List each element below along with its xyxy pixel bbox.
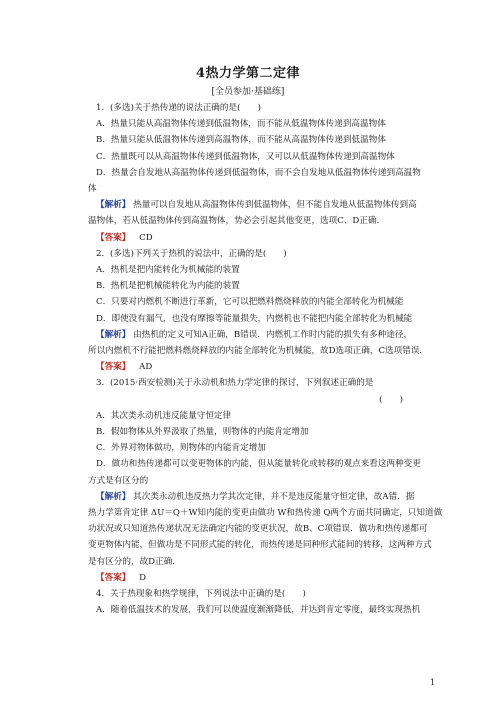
answer-value: D (139, 572, 147, 583)
explanation-text: 其次类永动机违反热力学其次定律，并不是违反能量守恒定律，故A错．据 (133, 491, 415, 502)
q3-answer-paren: ( ) (379, 394, 403, 405)
explanation-tag: 【解析】 (96, 491, 131, 502)
q3-answer (88, 570, 423, 586)
section-subtitle: [全员参加·基础练] (211, 87, 285, 97)
q2-option-d: D．即使没有漏气，也没有摩擦等能量损失，内燃机也不能把内能全部转化为机械能 (96, 313, 413, 324)
q1-explanation-cont: 温物体，若从低温物体传到高温物体，势必会引起其他变更，选项C、D正确. (88, 216, 380, 227)
q1-explanation (88, 197, 423, 213)
q1-option-d: D．热量会自发地从高温物体传递到低温物体，而不会自发地从低温物体传递到高温物 (96, 167, 421, 178)
q4-stem: 4．关于热现象和热学规律，下列说法中正确的是( ) (96, 589, 306, 600)
answer-tag: 【答案】 (96, 232, 131, 243)
page-number: 1 (430, 678, 436, 687)
q1-option-c: C．热量既可以从高温物体传递到低温物体，又可以从低温物体传递到高温物体 (96, 151, 395, 162)
q2-explanation (88, 327, 423, 343)
q2-option-b: B．热机是把机械能转化为内能的装置 (96, 281, 240, 292)
q3-option-a: A．其次类永动机违反能量守恒定律 (96, 410, 232, 421)
q2-explanation-cont: 所以内燃机不行能把燃料燃烧释放的内能全部转化为机械能，故D选项正确，C选项错误． (88, 346, 429, 357)
page-title: 4热力学第二定律 (195, 66, 301, 81)
answer-value: AD (139, 362, 153, 373)
q2-answer (88, 359, 423, 375)
explanation-tag: 【解析】 (96, 329, 131, 340)
q4-option-a: A．随着低温技术的发展，我们可以使温度渐渐降低，并达到肯定零度，最终实现热机 (96, 605, 421, 616)
q1-option-d-cont: 体 (88, 184, 97, 195)
q3-option-d-cont: 方式是有区分的 (88, 475, 149, 486)
q3-explanation-cont-2: 功状况或只知道热传递状况无法确定内能的变更状况，故B、C项错误．做功和热传递都可 (88, 524, 428, 535)
q3-stem: 3．(2015·西安检测)关于永动机和热力学定律的探讨，下列叙述正确的是 (96, 378, 374, 389)
q2-option-c: C．只要对内燃机不断进行革新，它可以把燃料燃烧释放的内能全部转化为机械能 (96, 297, 404, 308)
q3-option-c: C．外界对物体做功，则物体的内能肯定增加 (96, 443, 266, 454)
explanation-text: 热量可以自发地从高温物体传到低温物体，但不能自发地从低温物体传到高 (133, 200, 417, 211)
q1-option-a: A．热量只能从高温物体传递到低温物体，而不能从低温物体传递到高温物体 (96, 119, 386, 130)
q3-option-d: D．做功和热传递都可以变更物体的内能，但从能量转化或转移的观点来看这两种变更 (96, 459, 421, 470)
q3-explanation-cont-4: 是有区分的，故D正确． (88, 556, 181, 567)
q3-explanation-cont-1: 热力学第肯定律 ΔU＝Q＋W知内能的变更由做功 W和热传递 Q两个方面共同确定，只知道做 (88, 508, 443, 519)
q1-option-b: B．热量只能从低温物体传递到高温物体，而不能从高温物体传递到低温物体 (96, 135, 386, 146)
q2-stem: 2．(多选)下列关于热机的说法中，正确的是( ) (96, 248, 287, 259)
explanation-text: 由热机的定义可知A正确，B错误．内燃机工作时内能的损失有多种途径， (133, 329, 413, 340)
q3-explanation-cont-3: 变更物体内能，但做功是不同形式能的转化，而热传递是同种形式能间的转移，这两种方式 (88, 540, 432, 551)
q3-option-b: B．假如物体从外界汲取了热量，则物体的内能肯定增加 (96, 427, 309, 438)
answer-tag: 【答案】 (96, 572, 131, 583)
q1-answer (88, 230, 423, 246)
answer-tag: 【答案】 (96, 362, 131, 373)
q3-explanation (88, 489, 423, 505)
q1-stem: 1．(多选)关于热传递的说法正确的是( ) (96, 103, 261, 113)
question-content (88, 100, 443, 619)
answer-value: CD (139, 232, 153, 243)
explanation-tag: 【解析】 (96, 200, 131, 211)
q2-option-a: A．热机是把内能转化为机械能的装置 (96, 265, 240, 276)
